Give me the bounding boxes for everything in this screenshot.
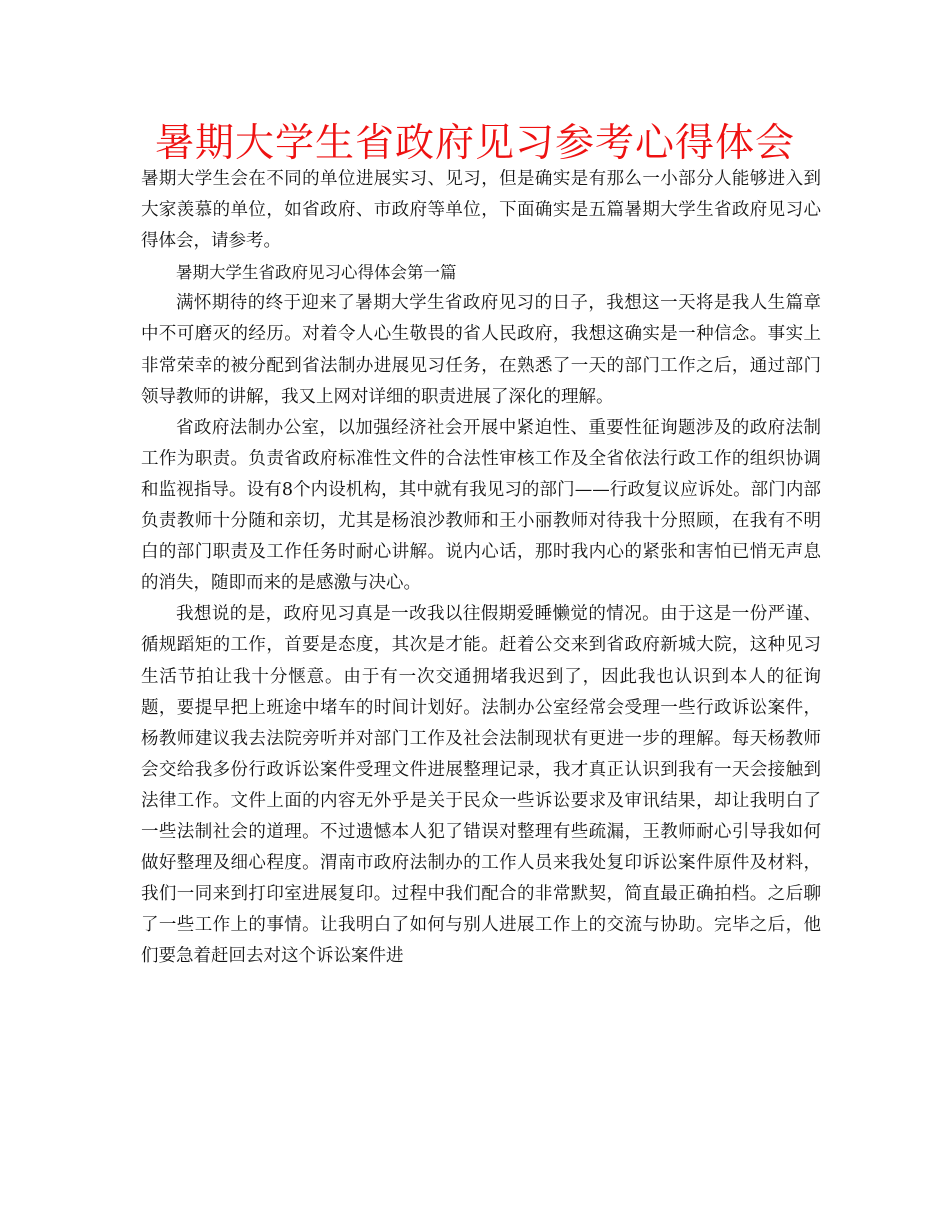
body-paragraph: 省政府法制办公室，以加强经济社会开展中紧迫性、重要性征询题涉及的政府法制工作为职责。负责省政府标准性文件的合法性审核工作及全省依法行政工作的组织协调和监视指导。设有8个内设机构，其中就有我见习的部门——行政复议应诉处。部门内部负责教师十分随和亲切，尤其是杨浪沙教师和王小丽教师对待我十分照顾，在我有不明白的部门职责及工作任务时耐心讲解。说内心话，那时我内心的紧张和害怕已悄无声息的消失，随即而来的是感激与决心。 (141, 417, 821, 594)
body-paragraph: 满怀期待的终于迎来了暑期大学生省政府见习的日子，我想这一天将是我人生篇章中不可磨灭的经历。对着令人心生敬畏的省人民政府，我想这确实是一种信念。事实上非常荣幸的被分配到省法制办进展见习任务，在熟悉了一天的部门工作之后，通过部门领导教师的讲解，我又上网对详细的职责进展了深化的理解。 (141, 293, 821, 407)
document-body (141, 164, 821, 972)
intro-paragraph: 暑期大学生会在不同的单位进展实习、见习，但是确实是有那么一小部分人能够进入到大家羡慕的单位，如省政府、市政府等单位，下面确实是五篇暑期大学生省政府见习心得体会，请参考。 (141, 169, 821, 252)
document-title: 暑期大学生省政府见习参考心得体会 (154, 121, 795, 166)
section-heading: 暑期大学生省政府见习心得体会第一篇 (176, 263, 457, 283)
body-paragraph: 我想说的是，政府见习真是一改我以往假期爱睡懒觉的情况。由于这是一份严谨、循规蹈矩的工作，首要是态度，其次是才能。赶着公交来到省政府新城大院，这种见习生活节拍让我十分惬意。由于有一次交通拥堵我迟到了，因此我也认识到本人的征询题，要提早把上班途中堵车的时间计划好。法制办公室经常会受理一些行政诉讼案件，杨教师建议我去法院旁听并对部门工作及社会法制现状有更进一步的理解。每天杨教师会交给我多份行政诉讼案件受理文件进展整理记录，我才真正认识到我有一天会接触到法律工作。文件上面的内容无外乎是关于民众一些诉讼要求及审讯结果，却让我明白了一些法制社会的道理。不过遗憾本人犯了错误对整理有些疏漏，王教师耐心引导我如何做好整理及细心程度。渭南市政府法制办的工作人员来我处复印诉讼案件原件及材料，我们一同来到打印室进展复印。过程中我们配合的非常默契，简直最正确拍档。之后聊了一些工作上的事情。让我明白了如何与别人进展工作上的交流与协助。完毕之后，他们要急着赶回去对这个诉讼案件进 (141, 604, 821, 967)
